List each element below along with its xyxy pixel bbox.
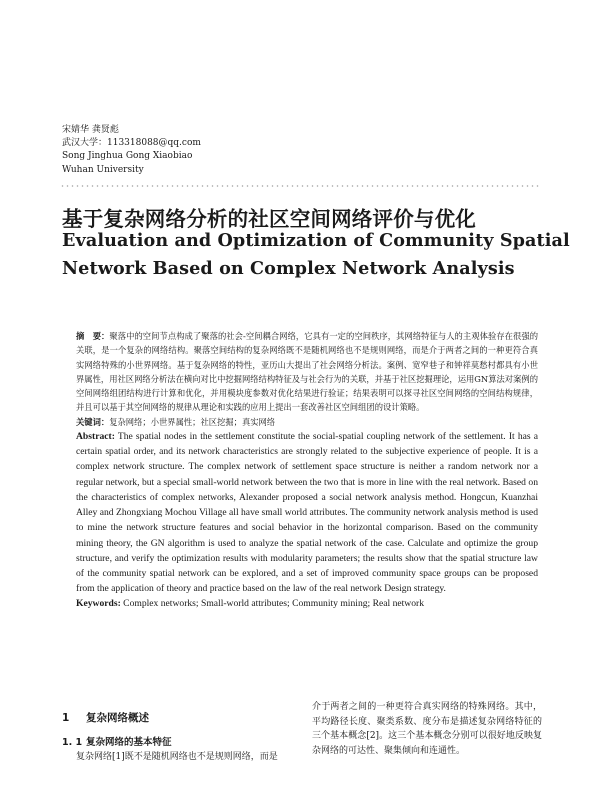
author-block [62,124,201,177]
keywords-cn-text: 复杂网络；小世界属性；社区挖掘；真实网络 [109,416,276,427]
title-english-line-2: Network Based on Complex Network Analysis [62,258,515,279]
section-1-heading [62,710,149,725]
abstract-en-text: The spatial nodes in the settlement constitute the social-spatial coupling network of the settlement. It has a certain spatial order, and its network characteristics are strongly related to the subjective experience of people. It is a complex network structure. The complex network of settlement space structure is neither a random network nor a regular network, but a special small-world network between the two that is more in line with the real network. Based on the characteristics of complex networks, Alexander proposed a social network analysis method. Hongcun, Kuanzhai Alley and Zhongxiang Mochou Village all have small world attributes. The community network analysis method is used to mine the network structure features and social behavior in the horizontal comparison. Based on the community mining theory, the GN algorithm is used to analyze the spatial network of the case. Calculate and optimize the group structure, and verify the optimization results with modularity parameters; the results show that the spatial structure law of the community spatial network can be explored, and a set of improved community space groups can be proposed from the application of theory and practice based on the law of the real network Design strategy. [76,431,538,595]
abstract-block [76,329,538,612]
abstract-cn-label: 摘 要： [76,331,110,341]
abstract-en-label: Abstract: [76,431,115,443]
section-1-number: 1 [62,712,70,724]
keywords-cn [76,415,538,429]
section-1-title: 复杂网络概述 [86,712,149,724]
affiliation-cn-email: 武汉大学：113318088@qq.com [62,138,201,149]
keywords-en-text: Complex networks; Small-world attributes; Community mining; Real network [123,598,425,610]
body-column-right [312,700,542,758]
section-1-1-number: 1. 1 [62,737,83,748]
title-english-line-1: Evaluation and Optimization of Community Spatial [62,230,570,251]
affiliation-en: Wuhan University [62,164,144,175]
keywords-en-label: Keywords: [76,598,121,610]
abstract-en [76,429,538,596]
section-1-1-title: 复杂网络的基本特征 [86,737,172,748]
body-left-paragraph: 复杂网络[1]既不是随机网络也不是规则网络，而是 [76,752,278,762]
authors-en: Song Jinghua Gong Xiaobiao [62,151,193,162]
header-divider [60,184,540,188]
section-1-1-heading [62,734,172,748]
abstract-cn [76,329,538,415]
abstract-cn-text: 聚落中的空间节点构成了聚落的社会-空间耦合网络，它具有一定的空间秩序，其网络特征与人的主观体验存在很强的关联，是一个复杂的网络结构。聚落空间结构的复杂网络既不是随机网络也不是规则网络，而是介于两者之间的一种更符合真实网络特殊的小世界网络。基于复杂网络的特性，亚历山大提出了社会网络分析法。案例、宽窄巷子和钟祥莫愁村都具有小世界属性，用社区网络分析法在横向对比中挖掘网络结构特征及与社会行为的关联，并基于社区挖掘理论，运用GN算法对案例的空间网络组团结构进行计算和优化，并用模块度参数对优化结果进行验证；结果表明可以探寻社区空间网络的空间结构规律，并且可以基于其空间网络的规律从理论和实践的应用上提出一套改善社区空间组团的设计策略。 [76,331,538,413]
body-column-left [76,750,288,764]
body-right-paragraph: 介于两者之间的一种更符合真实网络的特殊网络。其中，平均路径长度、聚类系数、度分布是描述复杂网络特征的三个基本概念[2]。这三个基本概念分别可以很好地反映复杂网络的可达性、聚集倾向和连通性。 [312,702,542,756]
keywords-cn-label: 关键词： [76,416,110,427]
authors-cn: 宋婧华 龚贤彪 [62,125,119,135]
keywords-en [76,596,538,611]
title-chinese: 基于复杂网络分析的社区空间网络评价与优化 [62,207,476,231]
